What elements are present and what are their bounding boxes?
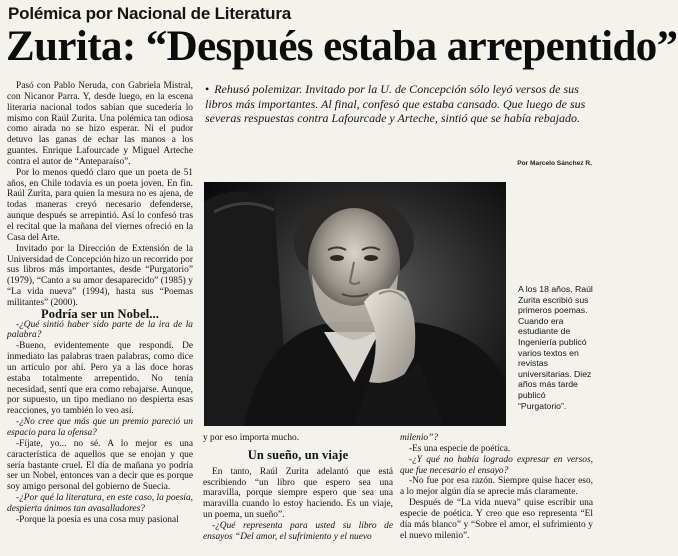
interview-answer: -Bueno, evidentemente que respondí. De inmediato las palabras traen palabras, como dice un artículo por ahí. Pero ya a las doce horas estaba totalmente arrepentido. No tenía necesidad, sentí que era como rebajarse. Aunque, por supuesto, un tipo mediano no despierta esas reacciones, yo también lo veo así. [7,341,193,417]
interview-answer: -Fíjate, yo... no sé. A lo mejor es una característica de aquellos que se enojan y que sería bastante cruel. El día de mañana yo podría ser un Nobel, entonces van a decir que es porque soy amigo personal del gobierno de Suecia. [7,438,193,493]
headline: Zurita: “Después estaba arrepentido” [6,23,678,70]
interview-question: -¿Qué representa para usted su libro de ensayos “Del amor, el sufrimiento y el nuevo [203,520,393,542]
byline: Por Marcelo Sánchez R. [517,160,592,167]
body-paragraph: En tanto, Raúl Zurita adelantó que está escribiendo “un libro que espero sea una maravilla, porque siempre espero que sea una maravilla cuando lo estoy haciendo. Es un viaje, un poema, un sueño”. [203,466,393,521]
body-paragraph: y por eso importa mucho. [203,433,300,443]
body-paragraph: Invitado por la Dirección de Extensión de la Universidad de Concepción hizo un recorrido por sus libros más importantes, desde “Purgatorio” (1979), “Canto a su amor desaparecido” (1985) y “La vida nueva” (1994), hasta sus “Poemas militantes” (2000). [7,243,193,308]
bullet-icon: • [205,82,210,96]
interview-question: -¿No cree que más que un premio pareció un espacio para la ofensa? [7,417,193,438]
body-paragraph: Después de “La vida nueva” quise escribir una especie de poética. Y creo que eso representa “El día más blanco” y “Sobre el amor, el sufrimiento y el nuevo milenio”. [400,498,593,541]
portrait-illustration [204,182,506,426]
summary-text: Rehusó polemizar. Invitado por la U. de Concepción sólo leyó versos de sus libros más importantes. Al final, confesó que estaba cansado. Que luego de sus severas respuestas contra Lafourcade y Arteche, sintió que se había rebajado. [205,82,586,126]
author-photo [204,182,506,426]
kicker: Polémica por Nacional de Literatura [8,4,292,23]
interview-answer: -No fue por esa razón. Siempre quise hacer eso, a lo mejor algún día se aprecie más claramente. [400,476,593,498]
photo-caption: A los 18 años, Raúl Zurita escribió sus primeros poemas. Cuando era estudiante de Ingeniería publicó varios textos en revistas universitarias. Diez años más tarde publicó “Purgatorio”. [518,284,593,411]
article-column-1 [7,81,193,526]
article-column-3 [400,433,593,541]
body-paragraph: Por lo menos quedó claro que un poeta de 51 años, en Chile todavía es un poeta joven. En fin. Raúl Zurita, para quien la mesura no es ajena, de todas maneras creyó necesario defenderse, aunque después se arrepintió. Así lo confesó tras el recital que la mañana del viernes ofreció en la Casa del Arte. [7,167,193,243]
section-subhead: Podría ser un Nobel... [41,306,159,321]
interview-question: -¿Y qué no había logrado expresar en versos, que fue necesario el ensayo? [400,454,593,476]
body-paragraph: Pasó con Pablo Neruda, con Gabriela Mistral, con Nicanor Parra. Y, desde luego, en la escena literaria nacional todos sabían que sucedería lo mismo con Raúl Zurita. Una polémica tan odiosa como airada no se hizo esperar. Ni el pudor detuvo las ganas de echar las manos a los guantes. Enrique Lafourcade y Miguel Arteche contra el autor de “Anteparaíso”. [7,81,193,167]
interview-answer: -Porque la poesía es una cosa muy pasional [16,514,179,525]
article-summary [205,82,591,126]
interview-question: -¿Por qué la literatura, en este caso, la poesía, despierta ánimos tan avasalladores? [7,493,193,514]
interview-question: -¿Qué sintió haber sido parte de la ira de la palabra? [7,319,193,341]
article-column-2 [203,433,393,543]
interview-question: milenio”? [400,433,439,443]
interview-answer: -Es una especie de poética. [409,443,511,454]
section-subhead: Un sueño, un viaje [247,447,349,462]
